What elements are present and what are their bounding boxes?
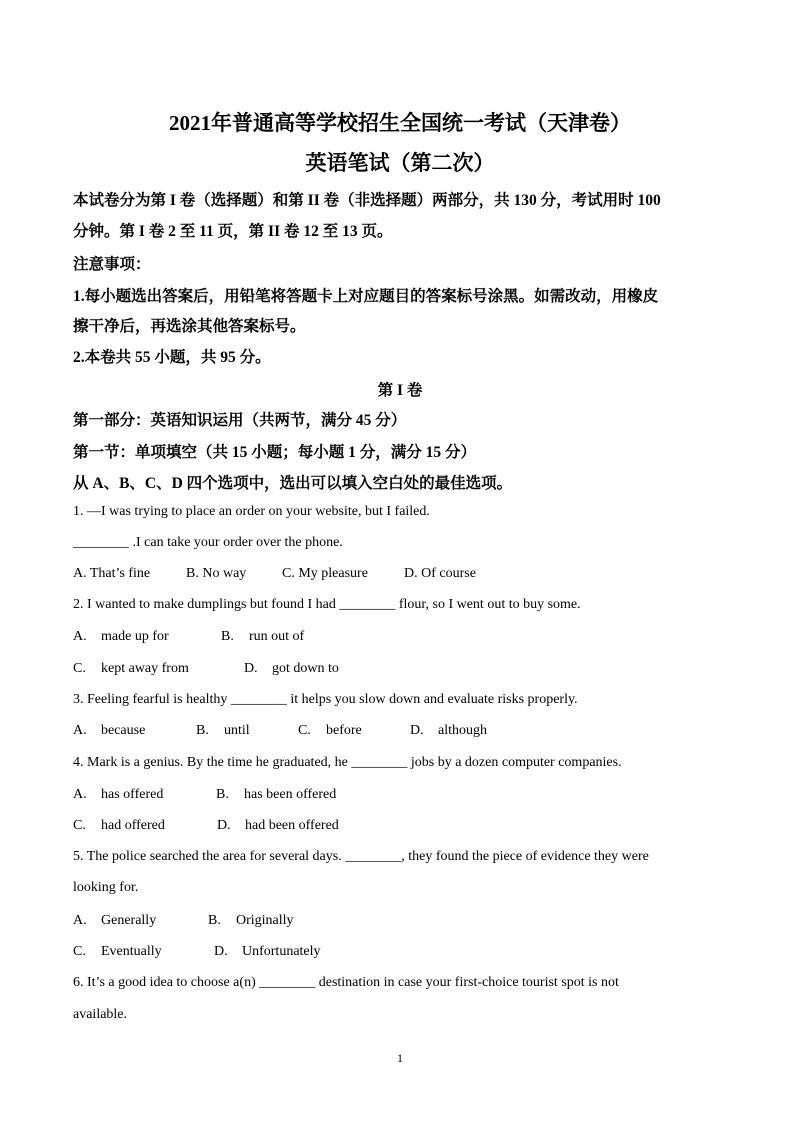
question-3-option-b-text: until <box>224 723 250 738</box>
question-3-option-a-text: because <box>101 723 146 738</box>
question-5-option-d-text: Unfortunately <box>242 944 321 959</box>
question-5-stem-continued: looking for. <box>73 880 139 895</box>
question-3-option-c-text: before <box>326 723 362 738</box>
question-5-option-c-letter: C. <box>73 944 86 959</box>
question-3-option-c-letter: C. <box>298 723 311 738</box>
question-5-option-b-text: Originally <box>236 913 294 928</box>
question-5-option-d-letter: D. <box>214 944 228 959</box>
subpart-heading: 第一节：单项填空（共 15 小题；每小题 1 分，满分 15 分） <box>73 444 477 461</box>
question-4-option-d-text: had been offered <box>245 818 339 833</box>
question-4-option-d-letter: D. <box>217 818 231 833</box>
question-6-stem: 6. It’s a good idea to choose a(n) ________ destination in case your first-choice tourist spot is not <box>73 975 619 990</box>
question-1-option-b: B. No way <box>186 566 247 581</box>
question-2-option-d-letter: D. <box>244 661 258 676</box>
question-6-stem-continued: available. <box>73 1007 128 1022</box>
question-2-option-c-letter: C. <box>73 661 86 676</box>
notes-item-2: 2.本卷共 55 小题，共 95 分。 <box>73 349 271 366</box>
question-2-option-b-letter: B. <box>221 629 234 644</box>
question-3-option-d-text: although <box>438 723 487 738</box>
question-5-option-a-text: Generally <box>101 913 157 928</box>
question-4-stem: 4. Mark is a genius. By the time he graduated, he ________ jobs by a dozen computer companies. <box>73 755 622 770</box>
question-1-option-a: A. That’s fine <box>73 566 151 581</box>
question-2-option-a-text: made up for <box>101 629 169 644</box>
page-title: 2021年普通高等学校招生全国统一考试（天津卷） <box>169 111 631 135</box>
question-4-option-b-letter: B. <box>216 787 229 802</box>
page-subtitle: 英语笔试（第二次） <box>305 151 495 175</box>
question-1-stem: 1. —I was trying to place an order on your website, but I failed. <box>73 504 430 519</box>
page-number: 1 <box>397 1051 403 1065</box>
question-3-option-d-letter: D. <box>410 723 424 738</box>
question-4-option-c-text: had offered <box>101 818 165 833</box>
question-2-option-b-text: run out of <box>249 629 305 644</box>
intro-line-1: 本试卷分为第 I 卷（选择题）和第 II 卷（非选择题）两部分，共 130 分，考试用时 100 <box>73 192 661 209</box>
volume-heading: 第 I 卷 <box>377 382 423 399</box>
instruction-text: 从 A、B、C、D 四个选项中，选出可以填入空白处的最佳选项。 <box>73 475 513 492</box>
notes-item-1-line-1: 1.每小题选出答案后，用铅笔将答题卡上对应题目的答案标号涂黑。如需改动，用橡皮 <box>73 288 659 305</box>
question-5-stem: 5. The police searched the area for several days. ________, they found the piece of evidence they were <box>73 849 649 864</box>
question-2-option-d-text: got down to <box>272 661 339 676</box>
question-4-option-c-letter: C. <box>73 818 86 833</box>
question-4-option-a-letter: A. <box>73 787 87 802</box>
question-2-option-a-letter: A. <box>73 629 87 644</box>
question-3-stem: 3. Feeling fearful is healthy ________ it helps you slow down and evaluate risks properly. <box>73 692 578 707</box>
intro-line-2: 分钟。第 I 卷 2 至 11 页，第 II 卷 12 至 13 页。 <box>73 223 393 240</box>
question-2-stem: 2. I wanted to make dumplings but found I had ________ flour, so I went out to buy some. <box>73 597 581 612</box>
question-5-option-c-text: Eventually <box>101 944 162 959</box>
question-1-option-d: D. Of course <box>404 566 476 581</box>
question-4-option-a-text: has offered <box>101 787 164 802</box>
question-4-option-b-text: has been offered <box>244 787 337 802</box>
part-heading: 第一部分：英语知识运用（共两节，满分 45 分） <box>73 412 407 429</box>
question-5-option-b-letter: B. <box>208 913 221 928</box>
question-1-response: ________ .I can take your order over the phone. <box>73 535 343 550</box>
question-2-option-c-text: kept away from <box>101 661 189 676</box>
question-1-option-c: C. My pleasure <box>282 566 368 581</box>
question-3-option-a-letter: A. <box>73 723 87 738</box>
notes-heading: 注意事项： <box>73 256 151 273</box>
notes-item-1-line-2: 擦干净后，再选涂其他答案标号。 <box>73 318 306 335</box>
question-5-option-a-letter: A. <box>73 913 87 928</box>
question-3-option-b-letter: B. <box>196 723 209 738</box>
